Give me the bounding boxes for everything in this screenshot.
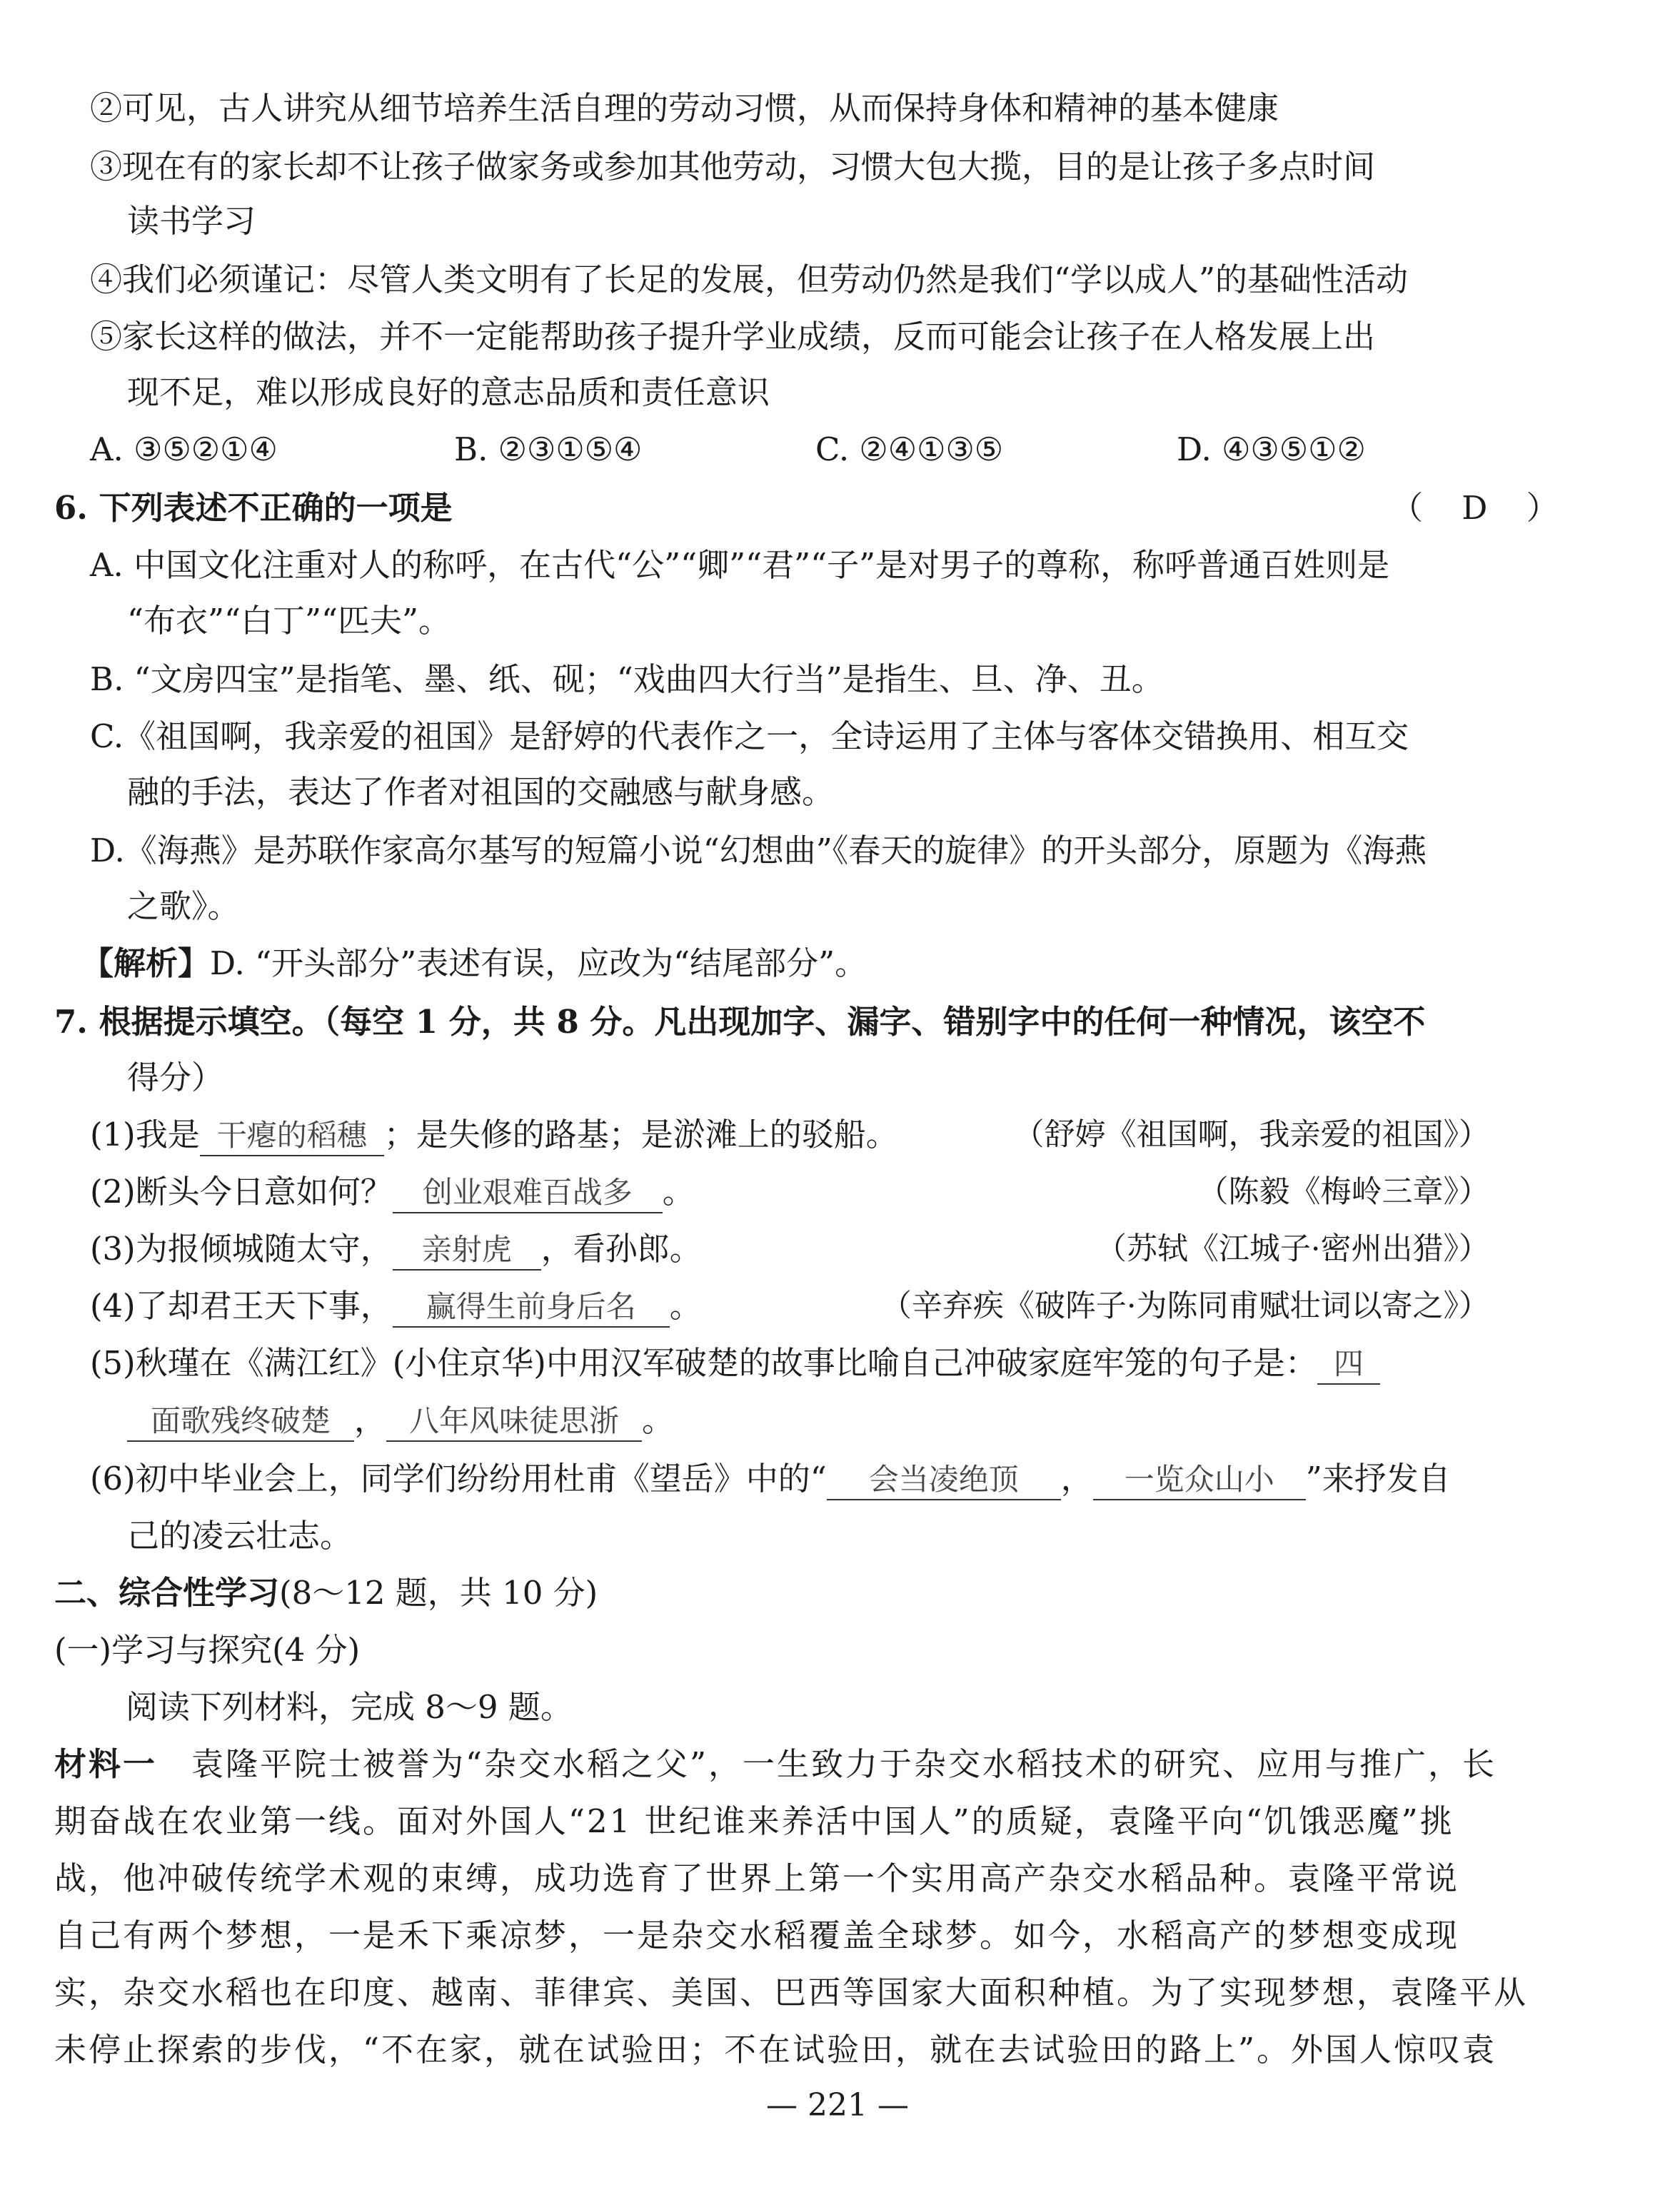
item-6-text: (6)初中毕业会上，同学们纷纷用杜甫《望岳》中的“ xyxy=(90,1460,827,1498)
section-2-heading xyxy=(54,1572,598,1615)
section-2-title: 二、综合性学习 xyxy=(54,1574,280,1612)
material-1-text: 袁隆平院士被誉为“杂交水稻之父”，一生致力于杂交水稻技术的研究、应用与推广，长 xyxy=(157,1745,1497,1783)
material-1-line1 xyxy=(54,1743,1497,1786)
q7-item-5-line2 xyxy=(127,1399,674,1442)
item-4-text: (4)了却君王天下事， xyxy=(90,1287,393,1325)
item-1-text-after: ；是失修的路基；是淤滩上的驳船。 xyxy=(383,1116,898,1153)
section-2-note: (8～12 题，共 10 分) xyxy=(279,1574,598,1612)
q7-item-5-line1 xyxy=(90,1342,1380,1385)
item-3-answer: 亲射虎 xyxy=(393,1231,541,1271)
q7-item-6-line2: 己的凌云壮志。 xyxy=(127,1517,353,1555)
item-4-text-after: 。 xyxy=(669,1287,702,1325)
item-4-source: （辛弃疾《破阵子·为陈同甫赋壮词以寄之》） xyxy=(880,1288,1489,1324)
item-2-text: (2)断头今日意如何？ xyxy=(90,1173,393,1211)
item-6-text-after: ”来抒发自 xyxy=(1305,1460,1451,1498)
q5-sentence-4: ④我们必须谨记：尽管人类文明有了长足的发展，但劳动仍然是我们“学以成人”的基础性活动 xyxy=(90,261,1409,298)
q7-stem-line1: 7. 根据提示填空。（每空 1 分，共 8 分。凡出现加字、漏字、错别字中的任何一种情况，该空不 xyxy=(54,1003,1426,1041)
q7-item-2 xyxy=(90,1171,695,1213)
q5-option-a: A. ③⑤②①④ xyxy=(90,430,278,468)
material-1-line5: 实，杂交水稻也在印度、越南、菲律宾、美国、巴西等国家大面积种植。为了实现梦想，袁隆平从 xyxy=(54,1974,1529,2011)
q7-item-3 xyxy=(90,1228,702,1271)
material-1-line4: 自己有两个梦想，一是禾下乘凉梦，一是杂交水稻覆盖全球梦。如今，水稻高产的梦想变成现 xyxy=(54,1916,1460,1954)
item-5-separator: ， xyxy=(354,1401,387,1439)
q6-option-d-line1: D.《海燕》是苏联作家高尔基写的短篇小说“幻想曲”《春天的旋律》的开头部分，原题为《海燕 xyxy=(90,832,1427,869)
q5-sentence-2: ②可见，古人讲究从细节培养生活自理的劳动习惯，从而保持身体和精神的基本健康 xyxy=(90,89,1279,127)
reading-instruction: 阅读下列材料，完成 8～9 题。 xyxy=(126,1688,573,1726)
q6-analysis xyxy=(81,942,867,985)
q5-sentence-3a: ③现在有的家长却不让孩子做家务或参加其他劳动，习惯大包大揽，目的是让孩子多点时间 xyxy=(90,148,1376,186)
item-6-answer-2: 一览众山小 xyxy=(1093,1460,1306,1500)
subsection-heading: (一)学习与探究(4 分) xyxy=(54,1631,361,1669)
material-1-line6: 未停止探索的步伐，“不在家，就在试验田；不在试验田，就在去试验田的路上”。外国人惊叹袁 xyxy=(54,2031,1497,2069)
item-5-answer-1-start: 四 xyxy=(1317,1345,1380,1385)
material-1-line3: 战，他冲破传统学术观的束缚，成功选育了世界上第一个实用高产杂交水稻品种。袁隆平常说 xyxy=(54,1859,1460,1897)
item-5-answer-1-end: 面歌残终破楚 xyxy=(127,1402,354,1442)
q6-option-d-line2: 之歌》。 xyxy=(127,887,240,925)
item-1-answer: 干瘪的稻穗 xyxy=(200,1116,384,1156)
q7-item-1 xyxy=(90,1113,898,1156)
q7-stem-line2: 得分） xyxy=(127,1059,224,1096)
analysis-text: D. “开头部分”表述有误，应改为“结尾部分”。 xyxy=(210,944,867,982)
item-4-answer: 赢得生前身后名 xyxy=(393,1288,670,1328)
q5-option-d: D. ④③⑤①② xyxy=(1177,430,1366,468)
q5-option-c: C. ②④①③⑤ xyxy=(815,430,1004,468)
q5-sentence-5b: 现不足，难以形成良好的意志品质和责任意识 xyxy=(127,373,770,411)
item-1-source: （舒婷《祖国啊，我亲爱的祖国》） xyxy=(1013,1117,1489,1153)
item-6-separator: ， xyxy=(1060,1460,1093,1498)
item-2-answer: 创业艰难百战多 xyxy=(393,1173,663,1213)
item-5-text: (5)秋瑾在《满江红》(小住京华)中用汉军破楚的故事比喻自己冲破家庭牢笼的句子是： xyxy=(90,1344,1317,1382)
q5-option-b: B. ②③①⑤④ xyxy=(454,430,643,468)
q5-sentence-5a: ⑤家长这样的做法，并不一定能帮助孩子提升学业成绩，反而可能会让孩子在人格发展上出 xyxy=(90,318,1376,355)
page-number: — 221 — xyxy=(766,2087,909,2123)
item-1-text: (1)我是 xyxy=(90,1116,200,1153)
q6-stem: 6. 下列表述不正确的一项是 xyxy=(54,489,453,527)
item-2-source: （陈毅《梅岭三章》） xyxy=(1197,1174,1489,1210)
item-5-answer-2: 八年风味徒思浙 xyxy=(386,1402,642,1442)
q6-answer-bracket: （ D ） xyxy=(1391,489,1573,527)
q7-item-6-line1 xyxy=(90,1458,1451,1500)
q6-option-a-line2: “布衣”“白丁”“匹夫”。 xyxy=(127,602,451,640)
analysis-label: 【解析】 xyxy=(81,944,211,982)
q6-option-b: B. “文房四宝”是指笔、墨、纸、砚；“戏曲四大行当”是指生、旦、净、丑。 xyxy=(90,660,1164,698)
material-1-line2: 期奋战在农业第一线。面对外国人“21 世纪谁来养活中国人”的质疑，袁隆平向“饥饿恶魔”挑 xyxy=(54,1802,1454,1840)
item-3-text-after: ，看孙郎。 xyxy=(540,1230,702,1268)
q5-sentence-3b: 读书学习 xyxy=(127,202,256,240)
item-5-text-after: 。 xyxy=(642,1401,675,1439)
item-6-answer-1: 会当凌绝顶 xyxy=(827,1460,1061,1500)
q6-option-a-line1: A. 中国文化注重对人的称呼，在古代“公”“卿”“君”“子”是对男子的尊称，称呼普通百姓则是 xyxy=(90,546,1390,584)
item-3-source: （苏轼《江城子·密州出猎》） xyxy=(1095,1231,1489,1267)
q7-item-4 xyxy=(90,1285,702,1328)
q6-option-c-line2: 融的手法，表达了作者对祖国的交融感与献身感。 xyxy=(127,773,835,811)
item-2-text-after: 。 xyxy=(662,1173,695,1211)
material-1-label: 材料一 xyxy=(54,1745,158,1783)
item-3-text: (3)为报倾城随太守， xyxy=(90,1230,393,1268)
q6-option-c-line1: C.《祖国啊，我亲爱的祖国》是舒婷的代表作之一，全诗运用了主体与客体交错换用、相互交 xyxy=(90,717,1409,755)
